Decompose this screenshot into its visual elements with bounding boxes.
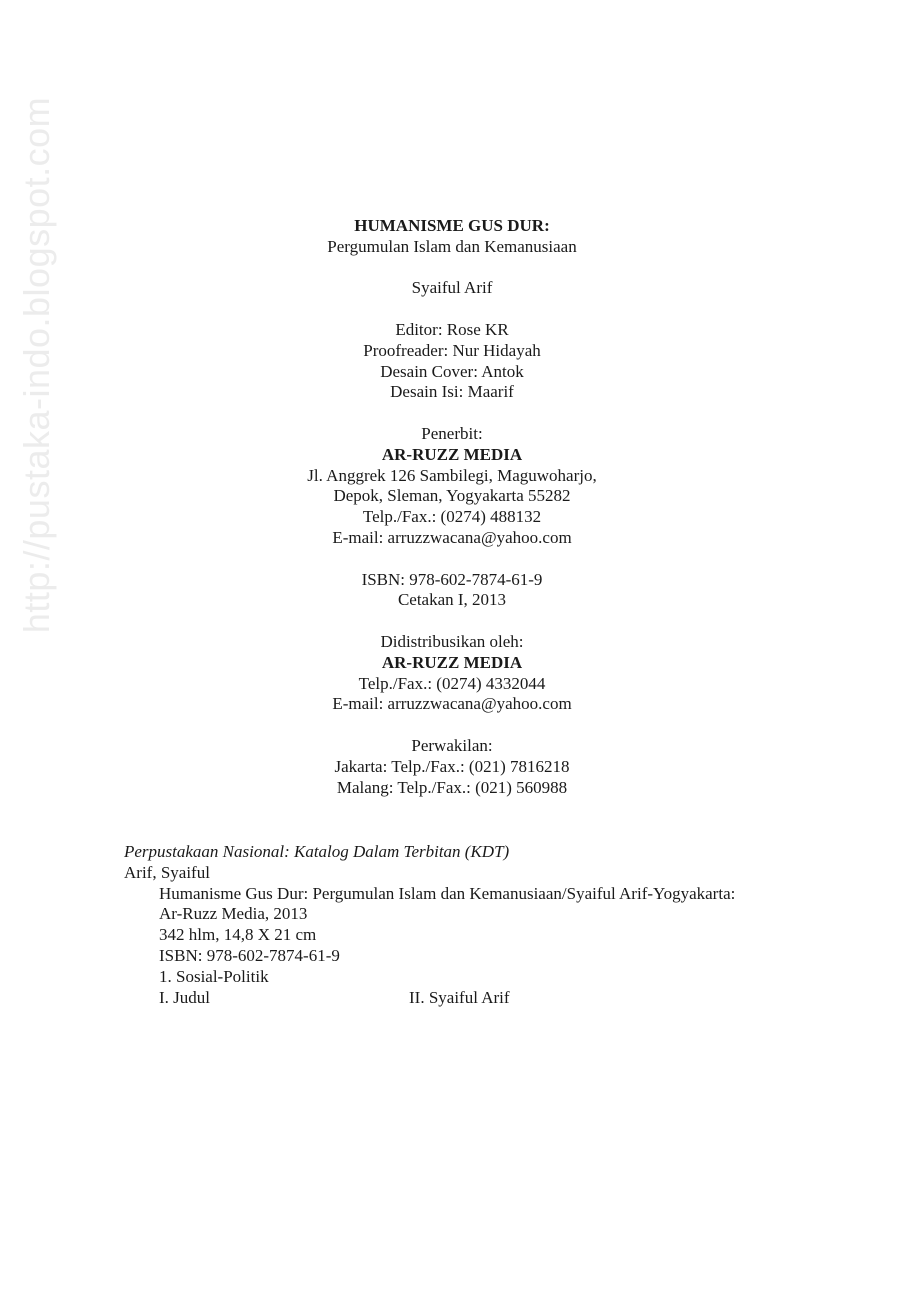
credit-proofreader: Proofreader: Nur Hidayah <box>363 340 541 360</box>
distributor-phone: Telp./Fax.: (0274) 4332044 <box>358 673 546 693</box>
publisher-address-2: Depok, Sleman, Yogyakarta 55282 <box>333 486 571 506</box>
book-subtitle: Pergumulan Islam dan Kemanusiaan <box>327 236 577 256</box>
publisher-phone: Telp./Fax.: (0274) 488132 <box>362 507 542 527</box>
catalog-block <box>124 842 824 1008</box>
representative-jakarta: Jakarta: Telp./Fax.: (021) 7816218 <box>334 756 570 776</box>
catalog-publisher-line: Ar-Ruzz Media, 2013 <box>159 904 308 924</box>
publisher-address-1: Jl. Anggrek 126 Sambilegi, Maguwoharjo, <box>307 465 597 485</box>
distributor-email: E-mail: arruzzwacana@yahoo.com <box>332 694 572 714</box>
distributor-name: AR-RUZZ MEDIA <box>381 652 523 672</box>
book-author: Syaiful Arif <box>411 278 493 298</box>
publisher-label: Penerbit: <box>421 423 483 443</box>
credit-cover-design: Desain Cover: Antok <box>380 361 524 381</box>
book-title: HUMANISME GUS DUR: <box>354 216 550 235</box>
credit-interior-design: Desain Isi: Maarif <box>390 382 514 402</box>
catalog-entry-title: I. Judul <box>159 987 210 1007</box>
catalog-heading: Perpustakaan Nasional: Katalog Dalam Terbitan (KDT) <box>124 842 510 861</box>
catalog-title-line: Humanisme Gus Dur: Pergumulan Islam dan Kemanusiaan/Syaiful Arif-Yogyakarta: <box>159 883 736 903</box>
catalog-author-entry: Arif, Syaiful <box>124 862 210 882</box>
title-page-block <box>0 216 904 798</box>
catalog-subject: 1. Sosial-Politik <box>159 966 269 986</box>
isbn: ISBN: 978-602-7874-61-9 <box>361 569 543 589</box>
credit-editor: Editor: Rose KR <box>395 319 509 339</box>
distributor-label: Didistribusikan oleh: <box>380 631 524 651</box>
publisher-name: AR-RUZZ MEDIA <box>381 444 523 464</box>
catalog-entry-author: II. Syaiful Arif <box>409 987 510 1007</box>
representative-malang: Malang: Telp./Fax.: (021) 560988 <box>336 777 568 797</box>
catalog-isbn: ISBN: 978-602-7874-61-9 <box>159 945 340 965</box>
representatives-label: Perwakilan: <box>411 735 493 755</box>
watermark-url: http://pustaka-indo.blogspot.com <box>16 96 57 634</box>
publisher-email: E-mail: arruzzwacana@yahoo.com <box>332 527 572 547</box>
catalog-physical: 342 hlm, 14,8 X 21 cm <box>159 925 317 945</box>
catalog-entries-row <box>124 988 824 1009</box>
edition: Cetakan I, 2013 <box>397 590 507 610</box>
